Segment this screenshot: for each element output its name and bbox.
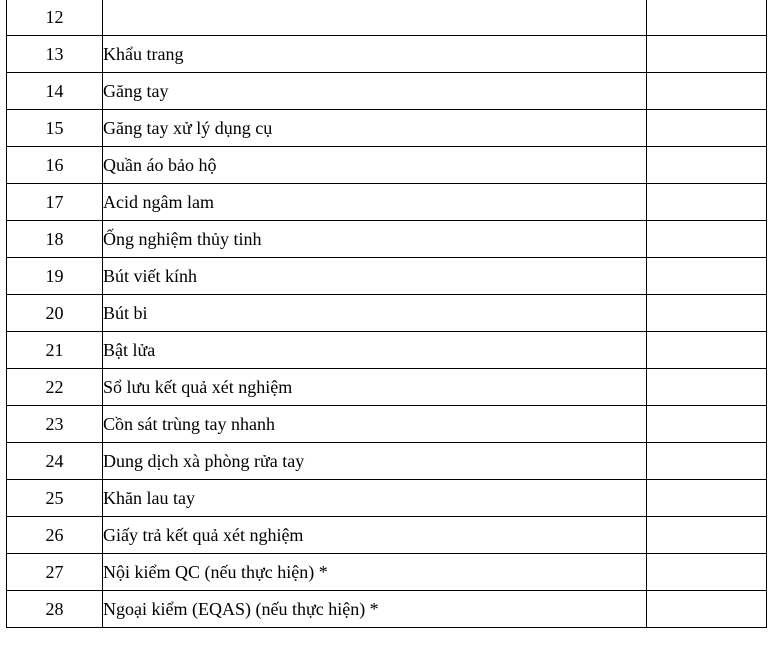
item-name: Bật lửa	[103, 332, 647, 369]
row-number: 20	[7, 295, 103, 332]
item-name: Găng tay xử lý dụng cụ	[103, 110, 647, 147]
table-row	[7, 369, 767, 406]
table-row	[7, 258, 767, 295]
table-row	[7, 591, 767, 628]
table-row	[7, 147, 767, 184]
item-entry-cell	[647, 332, 767, 369]
row-number: 28	[7, 591, 103, 628]
item-entry-cell	[647, 554, 767, 591]
row-number: 25	[7, 480, 103, 517]
table-row	[7, 221, 767, 258]
row-number: 21	[7, 332, 103, 369]
item-name: Găng tay	[103, 73, 647, 110]
table-row	[7, 73, 767, 110]
table-row	[7, 517, 767, 554]
item-entry-cell	[647, 258, 767, 295]
item-entry-cell	[647, 295, 767, 332]
table-row	[7, 295, 767, 332]
table-row	[7, 406, 767, 443]
item-entry-cell	[647, 147, 767, 184]
row-number: 14	[7, 73, 103, 110]
item-name: Khăn lau tay	[103, 480, 647, 517]
item-name: Khẩu trang	[103, 36, 647, 73]
supply-checklist-table	[6, 0, 767, 628]
item-name: Bút bi	[103, 295, 647, 332]
item-entry-cell	[647, 73, 767, 110]
item-name: Sổ lưu kết quả xét nghiệm	[103, 369, 647, 406]
item-entry-cell	[647, 517, 767, 554]
row-number: 22	[7, 369, 103, 406]
row-number: 18	[7, 221, 103, 258]
row-number: 12	[7, 0, 103, 36]
table-row	[7, 332, 767, 369]
item-entry-cell	[647, 591, 767, 628]
table-row	[7, 36, 767, 73]
item-name: Giấy trả kết quả xét nghiệm	[103, 517, 647, 554]
table-row	[7, 0, 767, 36]
item-name: Ngoại kiểm (EQAS) (nếu thực hiện) *	[103, 591, 647, 628]
table-row	[7, 480, 767, 517]
item-name: Acid ngâm lam	[103, 184, 647, 221]
row-number: 24	[7, 443, 103, 480]
row-number: 15	[7, 110, 103, 147]
item-entry-cell	[647, 480, 767, 517]
row-number: 13	[7, 36, 103, 73]
item-entry-cell	[647, 406, 767, 443]
row-number: 23	[7, 406, 103, 443]
item-name: Ống nghiệm thủy tinh	[103, 221, 647, 258]
table-row	[7, 184, 767, 221]
item-entry-cell	[647, 110, 767, 147]
item-entry-cell	[647, 184, 767, 221]
item-name: Bút viết kính	[103, 258, 647, 295]
item-entry-cell	[647, 369, 767, 406]
item-entry-cell	[647, 443, 767, 480]
item-entry-cell	[647, 0, 767, 36]
table-row	[7, 554, 767, 591]
row-number: 17	[7, 184, 103, 221]
item-name: Quần áo bảo hộ	[103, 147, 647, 184]
row-number: 19	[7, 258, 103, 295]
row-number: 16	[7, 147, 103, 184]
row-number: 26	[7, 517, 103, 554]
item-name: Dung dịch xà phòng rửa tay	[103, 443, 647, 480]
table-row	[7, 443, 767, 480]
item-name	[103, 0, 647, 36]
item-name: Cồn sát trùng tay nhanh	[103, 406, 647, 443]
item-entry-cell	[647, 221, 767, 258]
row-number: 27	[7, 554, 103, 591]
item-name: Nội kiểm QC (nếu thực hiện) *	[103, 554, 647, 591]
table-row	[7, 110, 767, 147]
item-entry-cell	[647, 36, 767, 73]
